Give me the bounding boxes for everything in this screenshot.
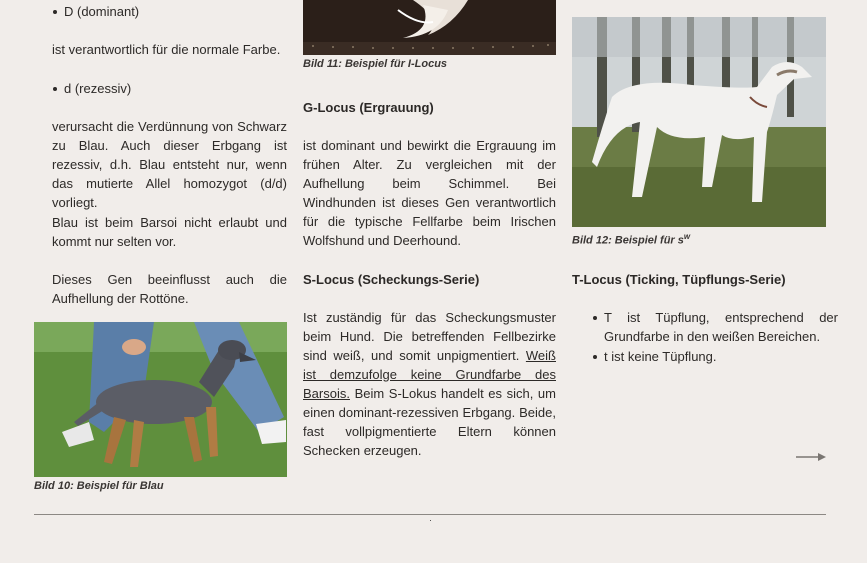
heading-t-locus: T-Locus (Ticking, Tüpflungs-Serie) — [572, 272, 786, 287]
photo-white-borzoi-illustration — [572, 17, 826, 227]
paragraph-blau: Blau ist beim Barsoi nicht erlaubt und kommt nur selten vor. — [52, 215, 287, 249]
photo-i-locus-illustration — [303, 0, 556, 55]
paragraph-g-locus: ist dominant und bewirkt die Ergrauung im frühen Alter. Zu vergleichen mit der Aufhellung beim Schimmel. Bei Windhunden ist dieses Gen verantwortlich für die typische Fellfarbe beim Irischen Wolfshund und Deerhound. — [303, 138, 556, 248]
caption-bild-12-sup: w — [683, 232, 691, 241]
photo-blue-dog-illustration — [34, 322, 287, 477]
bullet-t-tuepflung: T ist Tüpflung, entsprechend der Grundfarbe in den weißen Bereichen. — [592, 308, 838, 346]
paragraph-d-dominant: ist verantwortlich für die normale Farbe. — [52, 42, 281, 57]
paragraph-s-locus-part1: Ist zuständig für das Scheckungsmuster beim Hund. Die betreffenden Fellbezirke sind weiß, und somit unpigmentiert. — [303, 310, 556, 363]
photo-i-locus — [303, 0, 556, 55]
photo-white-borzoi — [572, 17, 826, 227]
footer-dot — [430, 520, 431, 521]
caption-bild-10: Bild 10: Beispiel für Blau — [34, 480, 164, 492]
photo-blue-dog — [34, 322, 287, 477]
arrow-right-icon[interactable] — [796, 450, 828, 464]
heading-s-locus: S-Locus (Scheckungs-Serie) — [303, 272, 480, 287]
paragraph-s-locus-underlined: Weiß ist demzufolge keine Grundfarbe des Barsois. — [303, 348, 556, 401]
bullet-d-dominant: D (dominant) — [52, 2, 299, 21]
caption-bild-12-text: Bild 12: Beispiel für s — [572, 234, 684, 247]
bullet-d-rezessiv: d (rezessiv) — [52, 79, 299, 98]
paragraph-s-locus — [303, 308, 556, 460]
paragraph-s-locus-part2: Beim S-Lokus handelt es sich, um einen dominant-rezessiven Erbgang. Beide, fast vollpigmentierte Eltern können Schecken erzeugen. — [303, 386, 556, 458]
paragraph-rottoene: Dieses Gen beeinflusst auch die Aufhellung der Rottöne. — [52, 272, 287, 306]
paragraph-d-rezessiv: verursacht die Verdünnung von Schwarz zu Blau. Auch dieser Erbgang ist rezessiv, d.h. Blau entsteht nur, wenn das mutierte Allel homozygot (d/d) vorliegt. — [52, 119, 287, 210]
caption-bild-11: Bild 11: Beispiel für I-Locus — [303, 58, 448, 70]
footer-divider — [34, 514, 826, 515]
caption-bild-12 — [572, 230, 826, 248]
heading-g-locus: G-Locus (Ergrauung) — [303, 100, 434, 115]
bullet-t-keine: t ist keine Tüpflung. — [592, 347, 838, 366]
